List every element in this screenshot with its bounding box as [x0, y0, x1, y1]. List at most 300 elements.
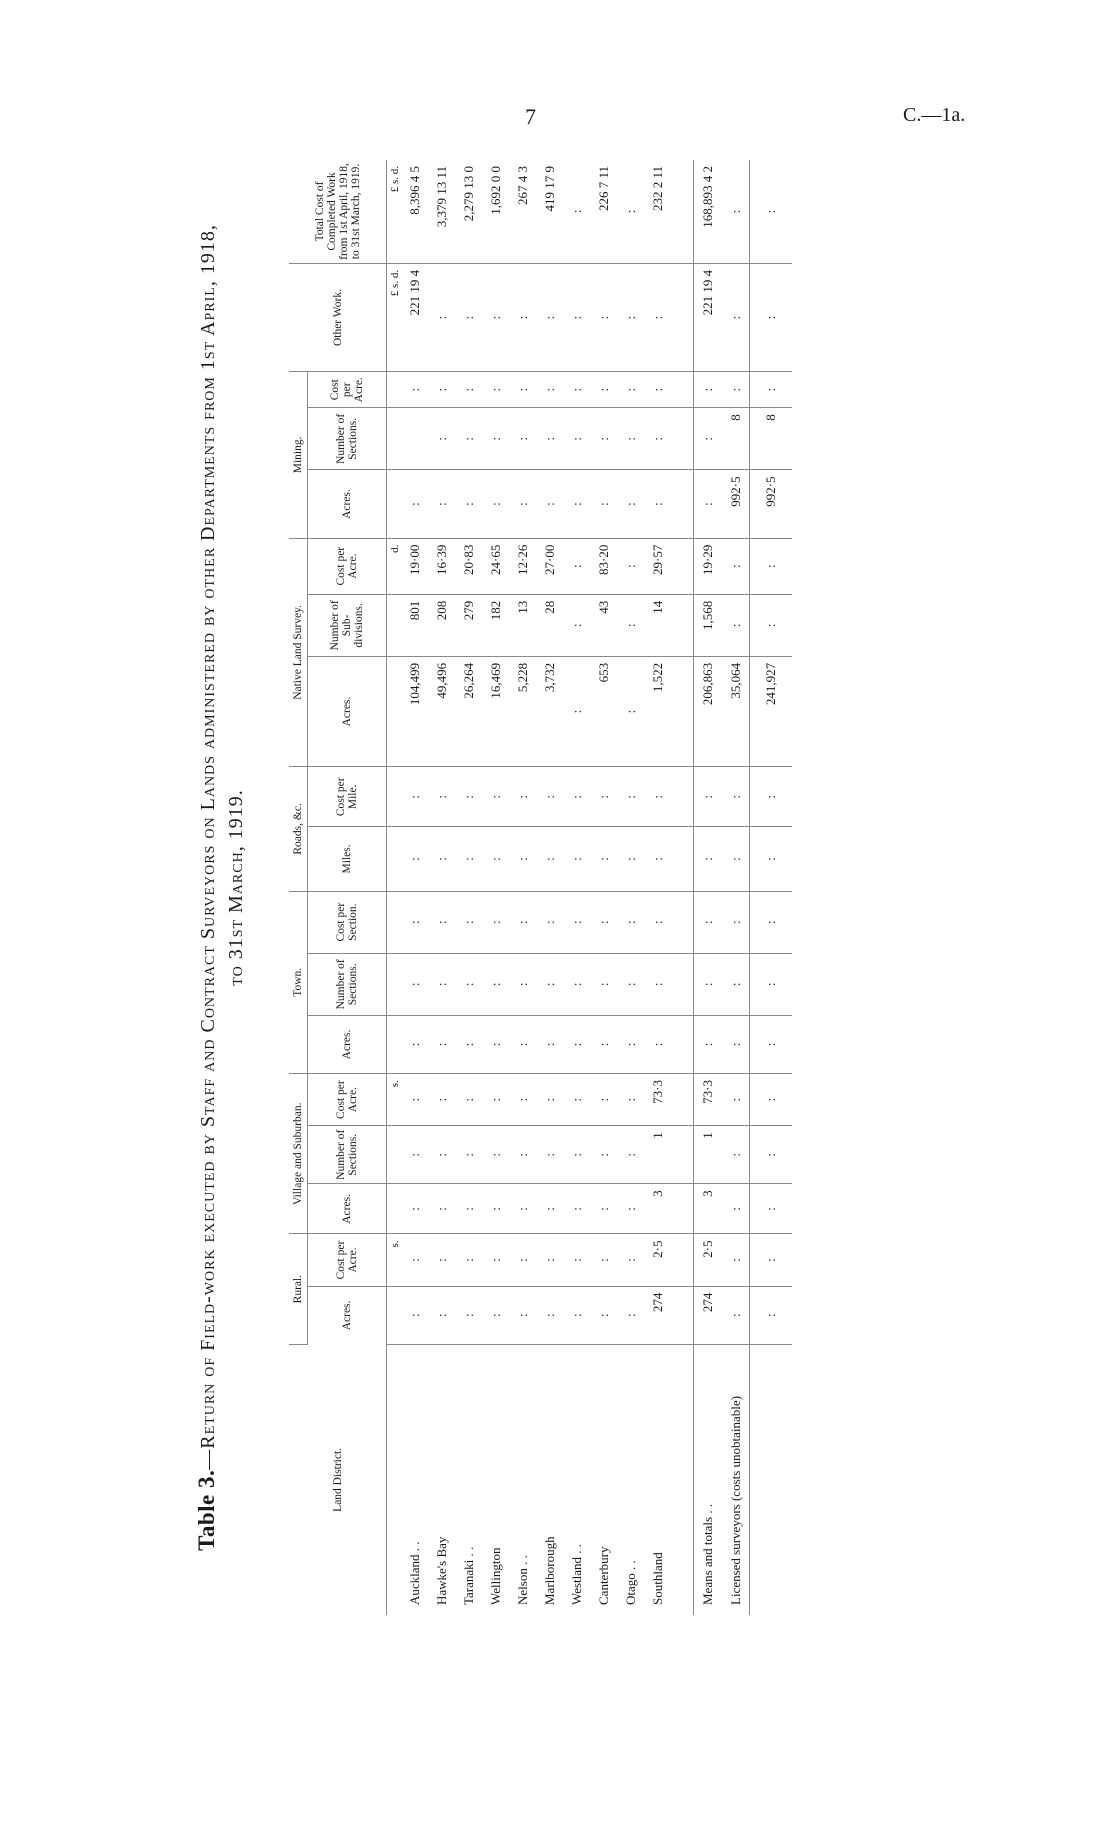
- cell-col-2: :: [428, 1234, 455, 1286]
- cell-col-5: :: [401, 1074, 428, 1126]
- cell-col-1: :: [590, 1286, 617, 1344]
- cell-col-3: :: [536, 1184, 563, 1234]
- cell-col-7: :: [455, 953, 482, 1015]
- cell-col-18: 1,692 0 0: [482, 160, 509, 263]
- header-mining: Mining.: [289, 372, 308, 538]
- cell-col-18: :: [617, 160, 644, 263]
- cell-col-14: :: [644, 470, 671, 538]
- cell-col-13: 29·57: [644, 538, 671, 594]
- cell-col-4: :: [401, 1126, 428, 1184]
- cell-col-10: :: [563, 767, 590, 827]
- cell-col-4: :: [509, 1126, 536, 1184]
- cell-col-4: :: [482, 1126, 509, 1184]
- cell-col-2: 2·5: [694, 1234, 723, 1286]
- cell-col-3: :: [428, 1184, 455, 1234]
- cell-col-14: :: [509, 470, 536, 538]
- cell-col-4: 1: [644, 1126, 671, 1184]
- cell-col-14: :: [694, 470, 723, 538]
- table-row: [509, 160, 536, 1615]
- cell-col-16: :: [590, 372, 617, 408]
- cell-col-6: :: [722, 1015, 750, 1073]
- cell-col-7: :: [536, 953, 563, 1015]
- cell-col-16: :: [401, 372, 428, 408]
- cell-col-2: :: [617, 1234, 644, 1286]
- header-mining-acres: Acres.: [308, 470, 387, 538]
- cell-col-5: :: [428, 1074, 455, 1126]
- cell-col-9: :: [563, 827, 590, 891]
- cell-col-11: 49,496: [428, 656, 455, 766]
- cell-col-8: :: [482, 891, 509, 953]
- cell-col-7: :: [428, 953, 455, 1015]
- cell-col-15: 8: [750, 408, 793, 470]
- cell-col-14: :: [563, 470, 590, 538]
- cell-col-4: :: [722, 1126, 750, 1184]
- cell-col-6: :: [563, 1015, 590, 1073]
- page-number: 7: [525, 104, 536, 129]
- cell-col-16: :: [563, 372, 590, 408]
- unit-rural-cost: s.: [387, 1234, 402, 1286]
- cell-col-10: :: [482, 767, 509, 827]
- cell-col-2: 2·5: [644, 1234, 671, 1286]
- cell-col-8: :: [455, 891, 482, 953]
- header-mining-cost: Cost per Acre.: [308, 372, 387, 408]
- cell-col-15: 8: [722, 408, 750, 470]
- cell-land-district: Marlborough: [541, 1536, 557, 1605]
- cell-col-6: :: [750, 1015, 793, 1073]
- table-row: [455, 160, 482, 1615]
- header-roads-cost: Cost per Mile.: [308, 767, 387, 827]
- cell-col-2: :: [750, 1234, 793, 1286]
- cell-land-district: Otago . .: [622, 1560, 638, 1605]
- cell-col-14: :: [617, 470, 644, 538]
- cell-col-3: :: [617, 1184, 644, 1234]
- cell-col-1: 274: [644, 1286, 671, 1344]
- cell-col-6: :: [536, 1015, 563, 1073]
- cell-col-10: :: [455, 767, 482, 827]
- cell-col-15: [401, 408, 428, 470]
- cell-col-6: :: [617, 1015, 644, 1073]
- cell-col-7: :: [401, 953, 428, 1015]
- cell-col-4: :: [617, 1126, 644, 1184]
- cell-col-15: :: [644, 408, 671, 470]
- cell-col-5: :: [563, 1074, 590, 1126]
- cell-land-district: Canterbury: [595, 1546, 611, 1605]
- cell-col-10: :: [428, 767, 455, 827]
- cell-col-1: :: [750, 1286, 793, 1344]
- cell-col-17: :: [509, 263, 536, 371]
- table-row: [617, 160, 644, 1615]
- cell-col-15: :: [536, 408, 563, 470]
- cell-col-16: :: [750, 372, 793, 408]
- header-land-district: Land District.: [289, 1344, 387, 1615]
- unit-total-cost: £ s. d.: [387, 160, 402, 263]
- cell-col-16: :: [536, 372, 563, 408]
- cell-col-1: :: [617, 1286, 644, 1344]
- cell-col-17: :: [644, 263, 671, 371]
- cell-col-16: :: [617, 372, 644, 408]
- header-other-work: Other Work.: [289, 263, 387, 371]
- cell-col-6: :: [428, 1015, 455, 1073]
- cell-col-14: :: [590, 470, 617, 538]
- cell-col-15: :: [694, 408, 723, 470]
- cell-col-18: 232 2 11: [644, 160, 671, 263]
- cell-col-8: :: [536, 891, 563, 953]
- cell-col-2: :: [536, 1234, 563, 1286]
- cell-col-5: 73·3: [644, 1074, 671, 1126]
- cell-col-12: 182: [482, 594, 509, 656]
- cell-col-7: :: [509, 953, 536, 1015]
- table-row: [694, 160, 723, 1615]
- cell-land-district: Hawke's Bay: [433, 1536, 449, 1605]
- cell-col-11: :: [563, 656, 590, 766]
- header-village-sections: Number of Sections.: [308, 1126, 387, 1184]
- cell-col-4: :: [428, 1126, 455, 1184]
- header-native: Native Land Survey.: [289, 538, 308, 767]
- cell-col-17: :: [722, 263, 750, 371]
- header-rural-cost: Cost per Acre.: [308, 1234, 387, 1286]
- cell-col-16: :: [428, 372, 455, 408]
- cell-col-12: 28: [536, 594, 563, 656]
- cell-col-10: :: [536, 767, 563, 827]
- cell-col-3: :: [509, 1184, 536, 1234]
- cell-col-8: :: [722, 891, 750, 953]
- header-town-acres: Acres.: [308, 1015, 387, 1073]
- cell-col-12: 14: [644, 594, 671, 656]
- cell-col-13: 19·29: [694, 538, 723, 594]
- cell-col-5: :: [590, 1074, 617, 1126]
- cell-col-1: :: [428, 1286, 455, 1344]
- cell-col-14: :: [428, 470, 455, 538]
- table-row: [536, 160, 563, 1615]
- cell-land-district: Licensed surveyors (costs unobtainable): [727, 1395, 743, 1605]
- cell-col-6: :: [482, 1015, 509, 1073]
- cell-col-11: 26,264: [455, 656, 482, 766]
- cell-col-9: :: [509, 827, 536, 891]
- cell-col-17: 221 19 4: [694, 263, 723, 371]
- cell-col-10: :: [590, 767, 617, 827]
- cell-land-district: Taranaki . .: [460, 1546, 476, 1605]
- cell-col-1: :: [482, 1286, 509, 1344]
- table-row: [482, 160, 509, 1615]
- cell-col-5: :: [536, 1074, 563, 1126]
- cell-col-13: :: [617, 538, 644, 594]
- cell-col-13: :: [722, 538, 750, 594]
- cell-col-16: :: [694, 372, 723, 408]
- cell-col-1: :: [563, 1286, 590, 1344]
- cell-col-10: :: [644, 767, 671, 827]
- cell-col-3: 3: [644, 1184, 671, 1234]
- header-town-cost: Cost per Section.: [308, 891, 387, 953]
- cell-col-15: :: [455, 408, 482, 470]
- table-title-line2: to 31st March, 1919.: [225, 789, 247, 986]
- cell-col-12: 801: [401, 594, 428, 656]
- cell-col-12: 43: [590, 594, 617, 656]
- cell-col-12: :: [563, 594, 590, 656]
- cell-land-district: Southland: [649, 1552, 665, 1605]
- cell-col-14: :: [455, 470, 482, 538]
- header-mining-sections: Number of Sections.: [308, 408, 387, 470]
- cell-col-18: :: [750, 160, 793, 263]
- cell-col-18: 226 7 11: [590, 160, 617, 263]
- table-body: [387, 160, 793, 1615]
- cell-col-11: 5,228: [509, 656, 536, 766]
- cell-col-5: :: [722, 1074, 750, 1126]
- cell-col-7: :: [722, 953, 750, 1015]
- cell-col-3: :: [482, 1184, 509, 1234]
- cell-col-18: 419 17 9: [536, 160, 563, 263]
- cell-col-2: :: [401, 1234, 428, 1286]
- spacer-row: [671, 160, 694, 1615]
- cell-col-15: :: [563, 408, 590, 470]
- units-row: [387, 160, 402, 1615]
- cell-col-13: 19·00: [401, 538, 428, 594]
- cell-col-18: 2,279 13 0: [455, 160, 482, 263]
- cell-col-12: :: [617, 594, 644, 656]
- cell-col-5: :: [509, 1074, 536, 1126]
- cell-col-1: :: [509, 1286, 536, 1344]
- cell-col-11: 35,064: [722, 656, 750, 766]
- cell-col-11: 206,863: [694, 656, 723, 766]
- cell-col-11: :: [617, 656, 644, 766]
- cell-col-4: :: [455, 1126, 482, 1184]
- table-row: [428, 160, 455, 1615]
- cell-col-14: :: [536, 470, 563, 538]
- cell-col-14: 992·5: [750, 470, 793, 538]
- cell-col-2: :: [482, 1234, 509, 1286]
- cell-col-18: 267 4 3: [509, 160, 536, 263]
- cell-col-9: :: [722, 827, 750, 891]
- cell-col-7: :: [750, 953, 793, 1015]
- cell-col-13: 27·00: [536, 538, 563, 594]
- cell-col-6: :: [694, 1015, 723, 1073]
- table-row: [644, 160, 671, 1615]
- cell-col-15: :: [617, 408, 644, 470]
- cell-col-7: :: [644, 953, 671, 1015]
- cell-col-18: 8,396 4 5: [401, 160, 428, 263]
- cell-col-9: :: [590, 827, 617, 891]
- cell-col-7: :: [694, 953, 723, 1015]
- cell-col-9: :: [455, 827, 482, 891]
- table-title: [185, 160, 289, 1615]
- cell-col-17: :: [455, 263, 482, 371]
- cell-col-9: :: [428, 827, 455, 891]
- cell-col-9: :: [617, 827, 644, 891]
- cell-col-8: :: [617, 891, 644, 953]
- cell-col-8: :: [590, 891, 617, 953]
- cell-col-9: :: [644, 827, 671, 891]
- cell-col-17: 221 19 4: [401, 263, 428, 371]
- cell-col-3: :: [401, 1184, 428, 1234]
- cell-col-13: 20·83: [455, 538, 482, 594]
- cell-col-15: :: [590, 408, 617, 470]
- cell-col-17: :: [617, 263, 644, 371]
- header-native-cost: Cost per Acre.: [308, 538, 387, 594]
- cell-col-17: :: [482, 263, 509, 371]
- cell-col-11: 104,499: [401, 656, 428, 766]
- header-roads: Roads, &c.: [289, 767, 308, 891]
- cell-col-8: :: [563, 891, 590, 953]
- cell-col-4: 1: [694, 1126, 723, 1184]
- cell-col-10: :: [401, 767, 428, 827]
- cell-col-3: :: [722, 1184, 750, 1234]
- cell-col-16: :: [644, 372, 671, 408]
- cell-col-16: :: [482, 372, 509, 408]
- cell-col-17: :: [750, 263, 793, 371]
- cell-col-16: :: [455, 372, 482, 408]
- header-native-acres: Acres.: [308, 656, 387, 766]
- cell-col-3: :: [455, 1184, 482, 1234]
- cell-col-8: :: [694, 891, 723, 953]
- cell-col-7: :: [617, 953, 644, 1015]
- cell-col-10: :: [617, 767, 644, 827]
- cell-col-11: 3,732: [536, 656, 563, 766]
- cell-col-9: :: [536, 827, 563, 891]
- cell-col-3: :: [590, 1184, 617, 1234]
- unit-native-cost: d.: [387, 538, 402, 594]
- cell-col-12: 208: [428, 594, 455, 656]
- header-village: Village and Suburban.: [289, 1074, 308, 1234]
- cell-col-9: :: [482, 827, 509, 891]
- cell-land-district: Auckland . .: [406, 1541, 422, 1605]
- cell-col-4: :: [590, 1126, 617, 1184]
- header-town: Town.: [289, 891, 308, 1074]
- cell-col-14: :: [482, 470, 509, 538]
- cell-col-8: :: [428, 891, 455, 953]
- cell-col-7: :: [563, 953, 590, 1015]
- cell-col-8: :: [509, 891, 536, 953]
- cell-col-6: :: [509, 1015, 536, 1073]
- table-row: [563, 160, 590, 1615]
- cell-col-12: :: [750, 594, 793, 656]
- cell-col-1: :: [401, 1286, 428, 1344]
- cell-col-1: :: [455, 1286, 482, 1344]
- cell-col-8: :: [644, 891, 671, 953]
- page-code: C.—1a.: [903, 104, 966, 126]
- cell-col-7: :: [482, 953, 509, 1015]
- cell-col-10: :: [750, 767, 793, 827]
- cell-col-15: :: [428, 408, 455, 470]
- cell-col-5: 73·3: [694, 1074, 723, 1126]
- cell-col-3: :: [750, 1184, 793, 1234]
- cell-col-6: :: [590, 1015, 617, 1073]
- unit-village-cost: s.: [387, 1074, 402, 1126]
- cell-col-1: :: [536, 1286, 563, 1344]
- cell-col-7: :: [590, 953, 617, 1015]
- cell-col-10: :: [694, 767, 723, 827]
- table-row: [750, 160, 793, 1615]
- rotated-table-block: [185, 160, 985, 1615]
- cell-col-4: :: [563, 1126, 590, 1184]
- cell-col-17: :: [536, 263, 563, 371]
- cell-col-8: :: [750, 891, 793, 953]
- cell-col-13: 83·20: [590, 538, 617, 594]
- cell-col-10: :: [722, 767, 750, 827]
- cell-col-5: :: [750, 1074, 793, 1126]
- cell-col-2: :: [590, 1234, 617, 1286]
- cell-col-11: 16,469: [482, 656, 509, 766]
- header-native-subdivisions: Number of Sub-divisions.: [308, 594, 387, 656]
- cell-col-15: :: [482, 408, 509, 470]
- unit-other-work: £ s. d.: [387, 263, 402, 371]
- cell-col-17: :: [590, 263, 617, 371]
- cell-col-6: :: [455, 1015, 482, 1073]
- header-village-acres: Acres.: [308, 1184, 387, 1234]
- cell-col-18: 168,893 4 2: [694, 160, 723, 263]
- cell-col-4: :: [536, 1126, 563, 1184]
- cell-col-18: :: [722, 160, 750, 263]
- cell-col-8: :: [401, 891, 428, 953]
- table-title-lead: Table 3.: [194, 1469, 219, 1551]
- cell-land-district: Westland . .: [568, 1543, 584, 1605]
- cell-col-6: :: [401, 1015, 428, 1073]
- cell-land-district: [750, 1344, 793, 1615]
- cell-col-16: :: [509, 372, 536, 408]
- table-row: [590, 160, 617, 1615]
- cell-land-district: Wellington: [487, 1547, 503, 1605]
- table-title-text: —Return of Field-work executed by Staff and Contract Surveyors on Lands administered by other Departments from 1st April, 1918,: [197, 224, 219, 1470]
- cell-col-2: :: [509, 1234, 536, 1286]
- cell-land-district: Means and totals . .: [694, 1344, 723, 1615]
- cell-col-9: :: [401, 827, 428, 891]
- cell-col-3: 3: [694, 1184, 723, 1234]
- cell-col-2: :: [455, 1234, 482, 1286]
- cell-col-12: 13: [509, 594, 536, 656]
- cell-col-5: :: [617, 1074, 644, 1126]
- cell-col-13: 12·26: [509, 538, 536, 594]
- cell-col-16: :: [722, 372, 750, 408]
- cell-col-12: :: [722, 594, 750, 656]
- cell-col-17: :: [563, 263, 590, 371]
- cell-col-17: :: [428, 263, 455, 371]
- table-row: [722, 160, 750, 1615]
- cell-col-2: :: [722, 1234, 750, 1286]
- cell-col-1: :: [722, 1286, 750, 1344]
- cell-col-18: 3,379 13 11: [428, 160, 455, 263]
- cell-col-5: :: [482, 1074, 509, 1126]
- header-rural-acres: Acres.: [341, 1300, 353, 1331]
- cell-col-13: :: [750, 538, 793, 594]
- cell-col-13: 16·39: [428, 538, 455, 594]
- header-village-cost: Cost per Acre.: [308, 1074, 387, 1126]
- header-roads-miles: Miles.: [308, 827, 387, 891]
- table-row: [401, 160, 428, 1615]
- cell-col-14: 992·5: [722, 470, 750, 538]
- cell-col-13: :: [563, 538, 590, 594]
- cell-col-14: :: [401, 470, 428, 538]
- cell-col-11: 241,927: [750, 656, 793, 766]
- cell-col-1: 274: [694, 1286, 723, 1344]
- cell-land-district: Nelson . .: [514, 1555, 530, 1605]
- header-total-cost: Total Cost of Completed Work from 1st April, 1918, to 31st March, 1919.: [289, 160, 387, 263]
- cell-col-3: :: [563, 1184, 590, 1234]
- cell-col-5: :: [455, 1074, 482, 1126]
- cell-col-18: :: [563, 160, 590, 263]
- cell-col-6: :: [644, 1015, 671, 1073]
- header-rural: Rural.: [289, 1234, 308, 1344]
- header-town-sections: Number of Sections.: [308, 953, 387, 1015]
- cell-col-12: 1,568: [694, 594, 723, 656]
- cell-col-15: :: [509, 408, 536, 470]
- cell-col-9: :: [750, 827, 793, 891]
- cell-col-10: :: [509, 767, 536, 827]
- cell-col-12: 279: [455, 594, 482, 656]
- cell-col-2: :: [563, 1234, 590, 1286]
- cell-col-4: :: [750, 1126, 793, 1184]
- cell-col-11: 653: [590, 656, 617, 766]
- cell-col-9: :: [694, 827, 723, 891]
- cell-col-13: 24·65: [482, 538, 509, 594]
- cell-col-11: 1,522: [644, 656, 671, 766]
